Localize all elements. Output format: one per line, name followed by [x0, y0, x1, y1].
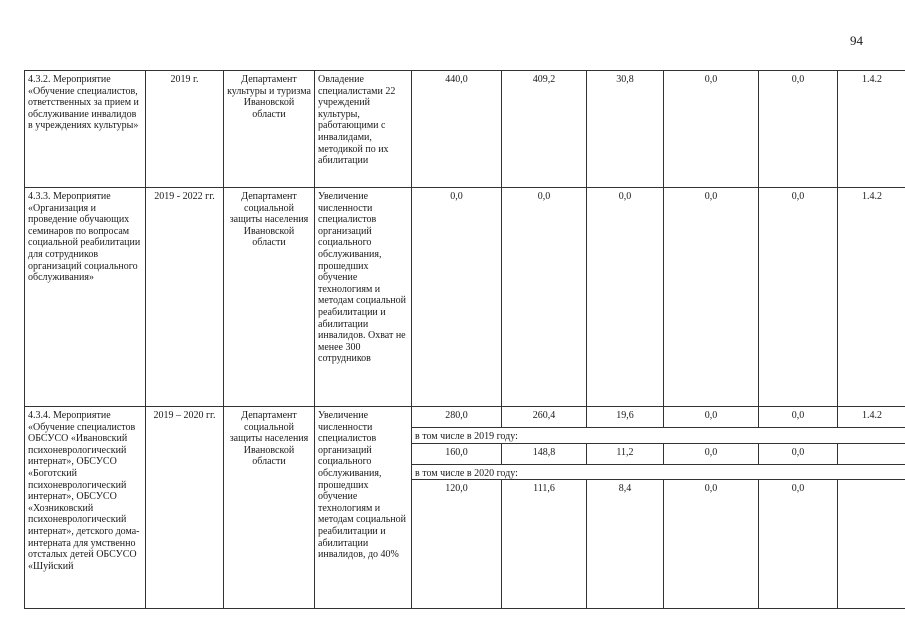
value-cell: 11,2 — [587, 443, 664, 464]
value-cell: 0,0 — [759, 71, 838, 188]
value-cell: 0,0 — [759, 407, 838, 428]
value-cell: 0,0 — [664, 188, 759, 407]
activity-period: 2019 – 2020 гг. — [146, 407, 224, 609]
activity-name: 4.3.3. Мероприятие «Организация и проведение обучающих семинаров по вопросам социальной реабилитации для сотрудников организаций социального обслуживания» — [25, 188, 146, 407]
activity-name: 4.3.2. Мероприятие «Обучение специалистов, ответственных за прием и обслуживание инвалидов в учреждениях культуры» — [25, 71, 146, 188]
indicator-cell — [838, 480, 905, 609]
indicator-cell: 1.4.2 — [838, 71, 905, 188]
value-cell: 0,0 — [412, 188, 502, 407]
value-cell: 0,0 — [587, 188, 664, 407]
value-cell: 0,0 — [664, 443, 759, 464]
value-cell: 0,0 — [664, 71, 759, 188]
page-number: 94 — [850, 33, 863, 48]
value-cell: 0,0 — [664, 480, 759, 609]
activity-executor: Департамент культуры и туризма Ивановской области — [224, 71, 315, 188]
indicator-cell: 1.4.2 — [838, 188, 905, 407]
value-cell: 8,4 — [587, 480, 664, 609]
table-row — [25, 188, 905, 407]
activity-result: Увеличение численности специалистов организаций социального обслуживания, прошедших обучение технологиям и методам социальной реабилитации и абилитации инвалидов. Охват не менее 300 сотрудников — [315, 188, 412, 407]
activity-result: Овладение специалистами 22 учреждений культуры, работающими с инвалидами, методикой по их абилитации — [315, 71, 412, 188]
value-cell: 19,6 — [587, 407, 664, 428]
activity-period: 2019 - 2022 гг. — [146, 188, 224, 407]
value-cell: 160,0 — [412, 443, 502, 464]
value-cell: 409,2 — [502, 71, 587, 188]
activity-name: 4.3.4. Мероприятие «Обучение специалистов ОБСУСО «Ивановский психоневрологический интернат», ОБСУСО «Боготский психоневрологический интернат», ОБСУСО «Хозниковский психоневрологический интернат», детского дома-интерната для умственно отсталых детей ОБСУСО «Шуйский — [25, 407, 146, 609]
table-row — [25, 71, 905, 188]
value-cell: 120,0 — [412, 480, 502, 609]
value-cell: 0,0 — [759, 443, 838, 464]
value-cell: 0,0 — [664, 407, 759, 428]
program-activities-table — [24, 70, 905, 609]
subtotal-label: в том числе в 2019 году: — [412, 428, 905, 444]
value-cell: 440,0 — [412, 71, 502, 188]
activity-period: 2019 г. — [146, 71, 224, 188]
activity-executor: Департамент социальной защиты населения Ивановской области — [224, 407, 315, 609]
subtotal-label: в том числе в 2020 году: — [412, 464, 905, 480]
value-cell: 0,0 — [759, 480, 838, 609]
activity-executor: Департамент социальной защиты населения Ивановской области — [224, 188, 315, 407]
value-cell: 280,0 — [412, 407, 502, 428]
value-cell: 30,8 — [587, 71, 664, 188]
indicator-cell — [838, 443, 905, 464]
value-cell: 0,0 — [502, 188, 587, 407]
value-cell: 111,6 — [502, 480, 587, 609]
value-cell: 0,0 — [759, 188, 838, 407]
value-cell: 148,8 — [502, 443, 587, 464]
value-cell: 260,4 — [502, 407, 587, 428]
table-row — [25, 407, 905, 428]
activity-result: Увеличение численности специалистов организаций социального обслуживания, прошедших обучение технологиям и методам социальной реабилитации и абилитации инвалидов, до 40% — [315, 407, 412, 609]
indicator-cell: 1.4.2 — [838, 407, 905, 428]
